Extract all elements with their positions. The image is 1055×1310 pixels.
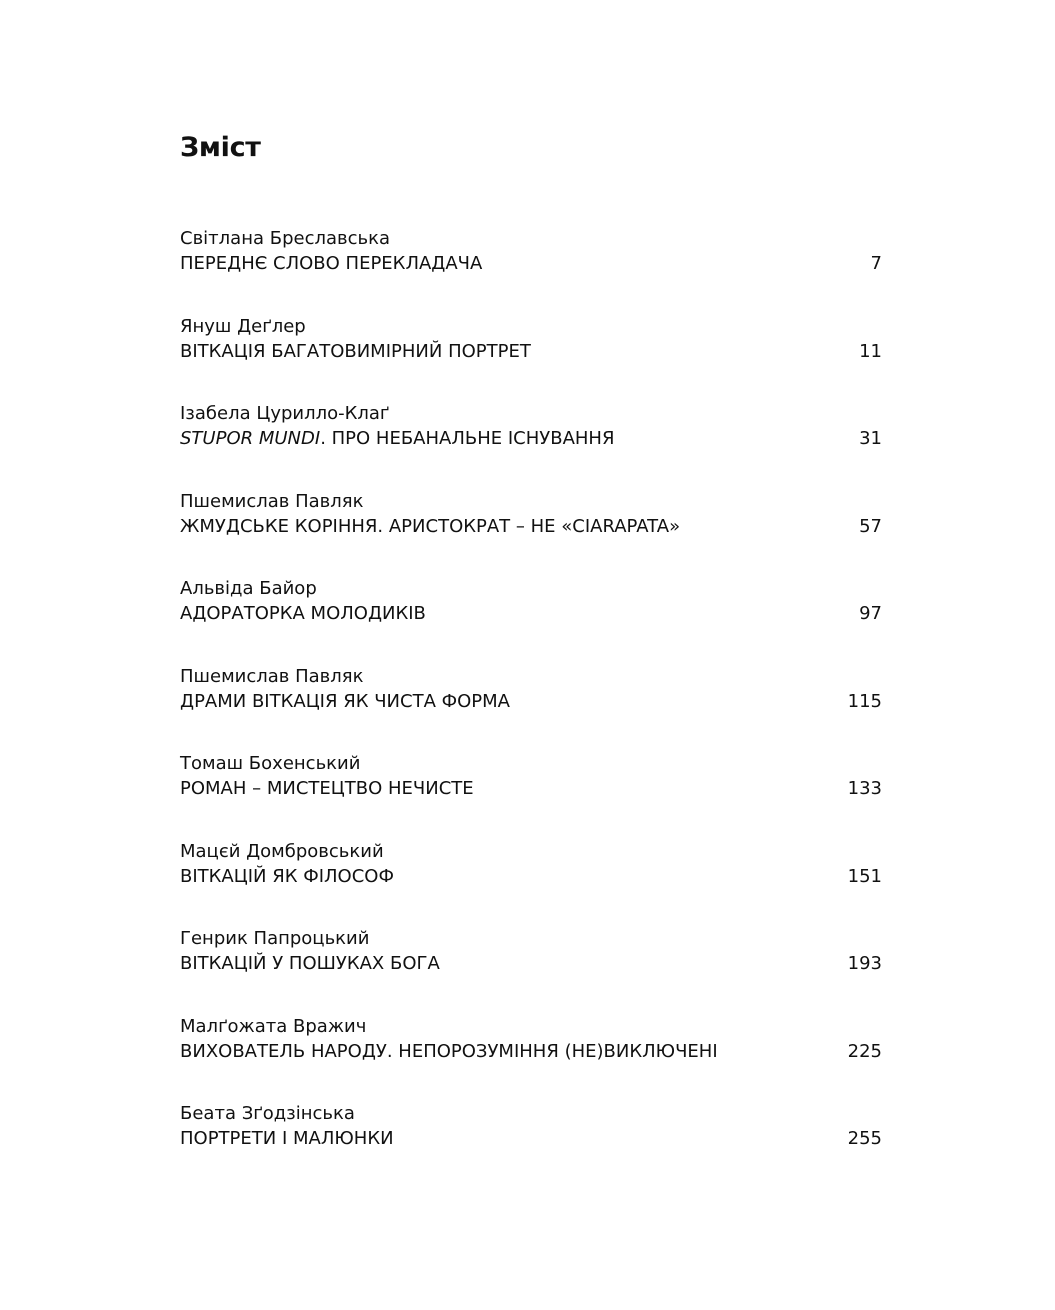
toc-entry-title-text: . ПРО НЕБАНАЛЬНЕ ІСНУВАННЯ xyxy=(320,428,615,449)
toc-entry-title-text: ВІТКАЦІЙ У ПОШУКАХ БОГА xyxy=(180,953,440,974)
toc-entry-title xyxy=(180,601,882,626)
toc-entry xyxy=(180,751,882,839)
toc-entry-title-italic: STUPOR MUNDI xyxy=(180,428,321,449)
toc-entry xyxy=(180,1014,882,1102)
toc-entry-title xyxy=(180,339,882,364)
toc-author: Малґожата Вражич xyxy=(180,1015,367,1037)
toc-list xyxy=(180,226,882,1189)
toc-page-number: 57 xyxy=(859,515,882,537)
toc-author: Мацєй Домбровський xyxy=(180,840,384,862)
toc-entry xyxy=(180,314,882,402)
toc-entry-title xyxy=(180,514,882,539)
toc-entry-title-text: ВІТКАЦІЯ БАГАТОВИМІРНИЙ ПОРТРЕТ xyxy=(180,340,531,362)
toc-entry-title xyxy=(180,1126,882,1151)
toc-page-number: 11 xyxy=(859,340,882,362)
toc-entry-title-text: ПОРТРЕТИ І МАЛЮНКИ xyxy=(180,1128,394,1149)
toc-entry-title-text: АДОРАТОРКА МОЛОДИКІВ xyxy=(180,603,426,624)
toc-entry xyxy=(180,576,882,664)
toc-author: Януш Деґлер xyxy=(180,315,306,337)
toc-entry-title-text: ДРАМИ ВІТКАЦІЯ ЯК ЧИСТА ФОРМА xyxy=(180,690,510,712)
toc-entry-title xyxy=(180,251,882,276)
toc-entry-title-text: ВИХОВАТЕЛЬ НАРОДУ. НЕПОРОЗУМІННЯ (НЕ)ВИКЛЮЧЕНІ xyxy=(180,1040,718,1062)
page-title: Зміст xyxy=(180,132,261,163)
toc-entry-title xyxy=(180,951,882,976)
toc-author: Томаш Бохенський xyxy=(180,753,361,774)
toc-page-number: 7 xyxy=(870,253,882,274)
toc-entry xyxy=(180,926,882,1014)
toc-page-number: 225 xyxy=(847,1040,882,1062)
toc-entry-title xyxy=(180,426,882,451)
toc-entry-title-text: РОМАН – МИСТЕЦТВО НЕЧИСТЕ xyxy=(180,778,474,799)
toc-page-number: 151 xyxy=(847,865,882,887)
toc-author: Альвіда Байор xyxy=(180,578,317,599)
toc-entry-title xyxy=(180,689,882,714)
toc-author: Ізабела Цурилло-Клаґ xyxy=(180,403,390,424)
toc-page-number: 255 xyxy=(847,1128,882,1149)
toc-entry-title xyxy=(180,864,882,889)
toc-author: Пшемислав Павляк xyxy=(180,490,364,512)
toc-page-number: 97 xyxy=(859,603,882,624)
toc-entry-title-text: ПЕРЕДНЄ СЛОВО ПЕРЕКЛАДАЧА xyxy=(180,253,483,274)
toc-page-number: 133 xyxy=(847,778,882,799)
toc-entry xyxy=(180,1101,882,1189)
toc-entry-title-text: ЖМУДСЬКЕ КОРІННЯ. АРИСТОКРАТ – НЕ «CIARAPATA» xyxy=(180,515,681,537)
toc-page-number: 193 xyxy=(847,953,882,974)
toc-entry xyxy=(180,664,882,752)
toc-author: Беата Зґодзінська xyxy=(180,1103,355,1124)
toc-entry xyxy=(180,489,882,577)
toc-entry-title-text: ВІТКАЦІЙ ЯК ФІЛОСОФ xyxy=(180,865,394,887)
toc-author: Генрик Папроцький xyxy=(180,928,370,949)
toc-page-number: 115 xyxy=(847,690,882,712)
toc-entry xyxy=(180,839,882,927)
toc-author: Пшемислав Павляк xyxy=(180,665,364,687)
toc-page-number: 31 xyxy=(859,428,882,449)
toc-entry-title xyxy=(180,776,882,801)
toc-entry xyxy=(180,401,882,489)
toc-entry xyxy=(180,226,882,314)
toc-author: Світлана Бреславська xyxy=(180,228,391,249)
toc-entry-title xyxy=(180,1039,882,1064)
